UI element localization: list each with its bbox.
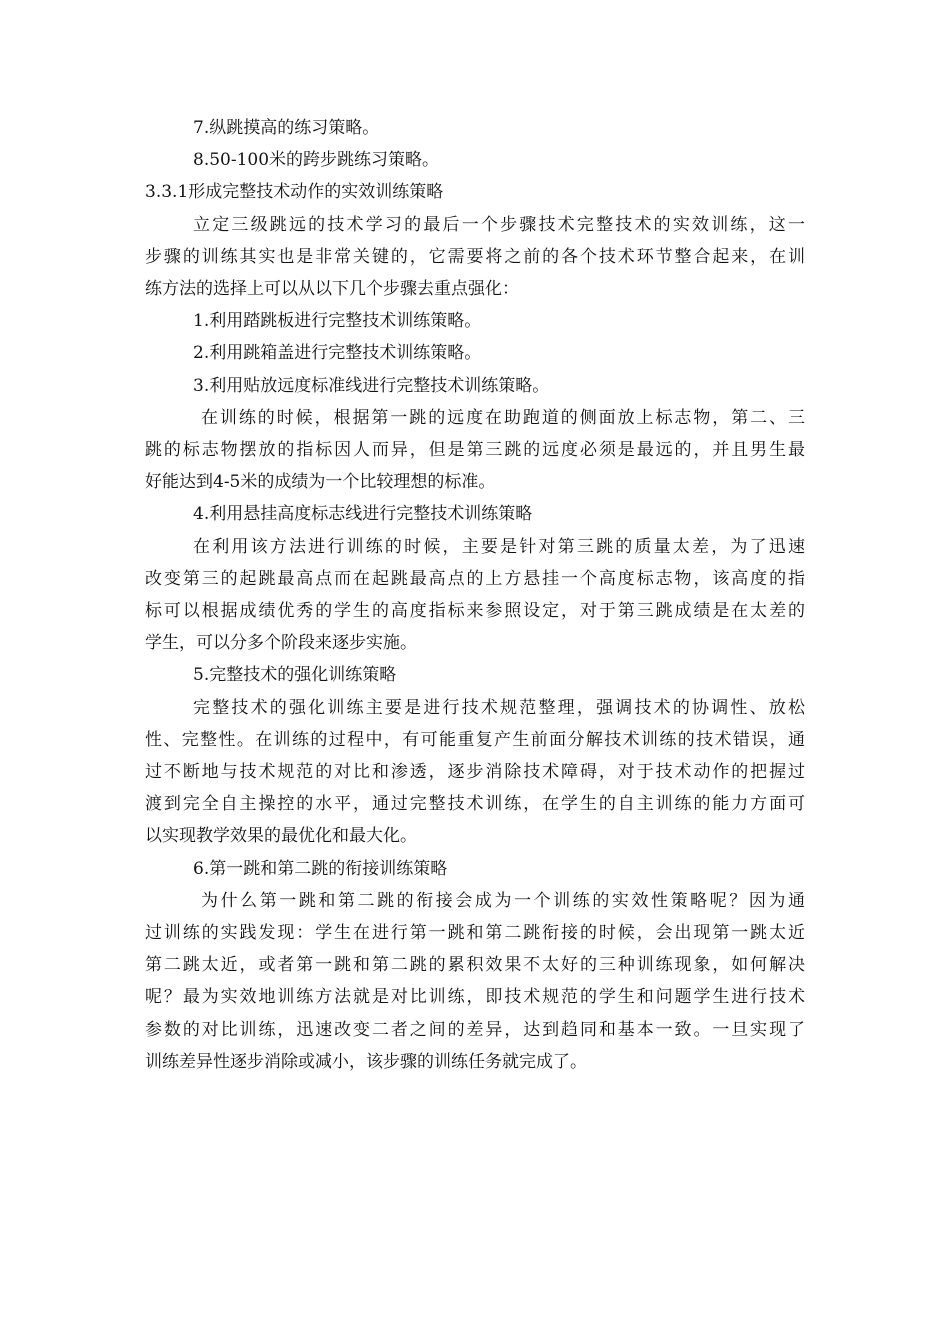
list-item-2: 2.利用跳箱盖进行完整技术训练策略。 [193, 343, 482, 364]
list-item-4: 4.利用悬挂高度标志线进行完整技术训练策略 [193, 504, 533, 525]
paragraph-line: 以实现教学效果的最优化和最大化。 [145, 826, 417, 847]
paragraph-line: 第二跳太近，或者第一跳和第二跳的累积效果不太好的三种训练现象，如何解决 [145, 955, 805, 976]
paragraph-line: 呢？最为实效地训练方法就是对比训练，即技术规范的学生和问题学生进行技术 [145, 987, 805, 1008]
list-item-3: 3.利用贴放远度标准线进行完整技术训练策略。 [193, 375, 550, 396]
paragraph-line: 学生，可以分多个阶段来逐步实施。 [145, 633, 417, 654]
paragraph-line: 立定三级跳远的技术学习的最后一个步骤技术完整技术的实效训练，这一 [193, 214, 805, 235]
paragraph-line: 改变第三的起跳最高点而在起跳最高点的上方悬挂一个高度标志物，该高度的指 [145, 568, 805, 589]
paragraph-line: 性、完整性。在训练的过程中，有可能重复产生前面分解技术训练的技术错误，通 [145, 729, 805, 750]
document-page [145, 112, 805, 1078]
paragraph-line: 训练差异性逐步消除或减小，该步骤的训练任务就完成了。 [145, 1051, 587, 1072]
list-item-5: 5.完整技术的强化训练策略 [193, 665, 397, 686]
paragraph-line: 为什么第一跳和第二跳的衔接会成为一个训练的实效性策略呢？因为通 [201, 890, 805, 911]
paragraph-line: 渡到完全自主操控的水平，通过完整技术训练，在学生的自主训练的能力方面可 [145, 794, 805, 815]
paragraph-line: 参数的对比训练，迅速改变二者之间的差异，达到趋同和基本一致。一旦实现了 [145, 1019, 805, 1040]
section-heading-3-3-1: 3.3.1形成完整技术动作的实效训练策略 [145, 182, 444, 203]
paragraph-line: 步骤的训练其实也是非常关键的，它需要将之前的各个技术环节整合起来，在训 [145, 246, 805, 267]
list-item-7: 7.纵跳摸高的练习策略。 [193, 118, 380, 138]
paragraph-line: 跳的标志物摆放的指标因人而异，但是第三跳的远度必须是最远的，并且男生最 [145, 440, 805, 461]
paragraph-line: 在训练的时候，根据第一跳的远度在助跑道的侧面放上标志物，第二、三 [201, 407, 805, 428]
list-item-8: 8.50-100米的跨步跳练习策略。 [193, 150, 440, 171]
list-item-6: 6.第一跳和第二跳的衔接训练策略 [193, 858, 448, 879]
paragraph-line: 标可以根据成绩优秀的学生的高度指标来参照设定，对于第三跳成绩是在太差的 [145, 601, 805, 622]
list-item-1: 1.利用踏跳板进行完整技术训练策略。 [193, 311, 482, 332]
paragraph-line: 在利用该方法进行训练的时候，主要是针对第三跳的质量太差，为了迅速 [193, 536, 805, 557]
paragraph-line: 过不断地与技术规范的对比和渗透，逐步消除技术障碍，对于技术动作的把握过 [145, 762, 805, 783]
paragraph-line: 练方法的选择上可以从以下几个步骤去重点强化： [145, 279, 519, 300]
paragraph-line: 好能达到4-5米的成绩为一个比较理想的标准。 [145, 472, 496, 493]
paragraph-line: 完整技术的强化训练主要是进行技术规范整理，强调技术的协调性、放松 [193, 697, 805, 718]
paragraph-line: 过训练的实践发现：学生在进行第一跳和第二跳衔接的时候，会出现第一跳太近 [145, 923, 805, 944]
